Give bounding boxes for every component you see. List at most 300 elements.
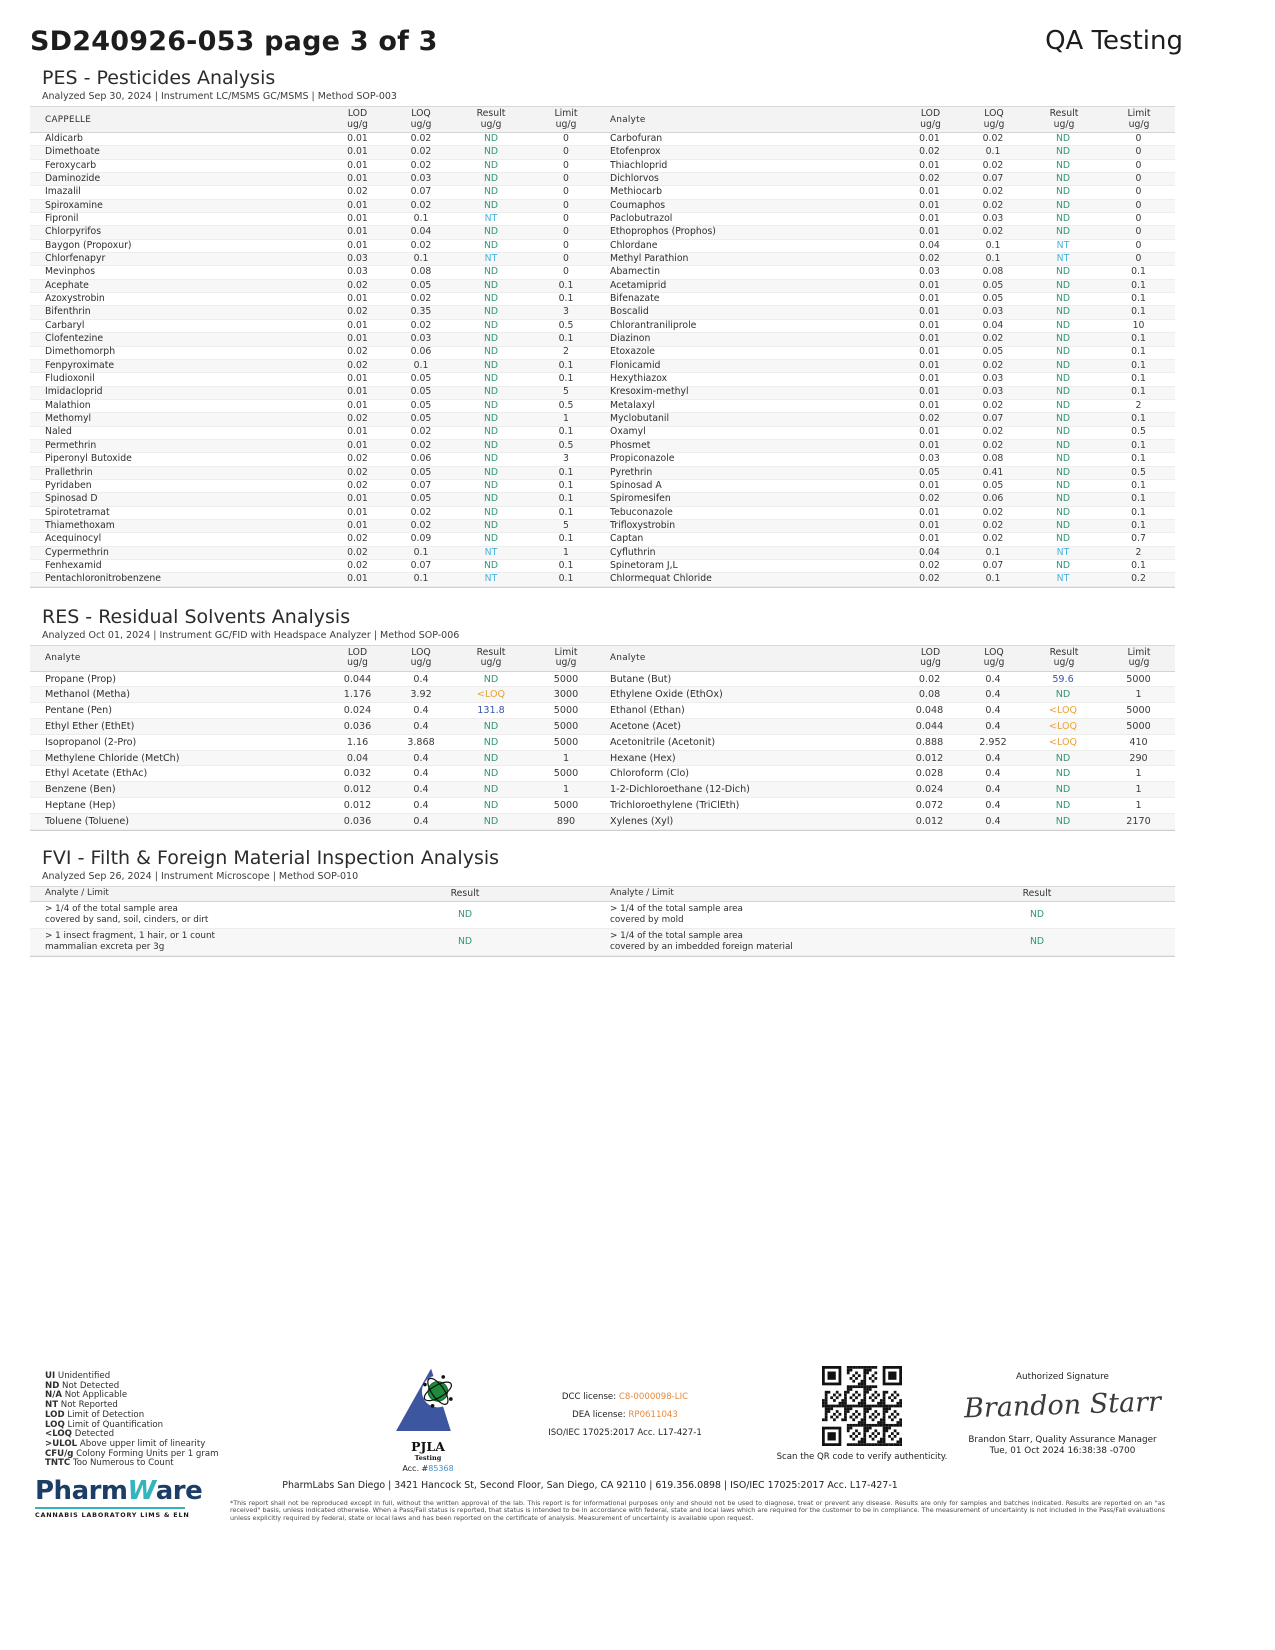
- table-row: [602, 814, 1175, 830]
- col-header-loq: LOQ ug/g: [983, 646, 1005, 669]
- analyte-name: Chlorantraniliprole: [610, 319, 697, 331]
- lod-value: 0.02: [347, 186, 368, 198]
- table-row: [30, 687, 602, 703]
- result-value: ND: [483, 373, 499, 385]
- lod-value: 0.01: [919, 426, 940, 438]
- loq-value: 0.03: [982, 212, 1004, 224]
- table-row: [30, 751, 602, 767]
- lod-value: 0.02: [347, 306, 368, 318]
- limit-value: 0.1: [558, 466, 574, 478]
- pes-meta: Analyzed Sep 30, 2024 | Instrument LC/MSMS GC/MSMS | Method SOP-003: [42, 91, 397, 102]
- lod-value: 0.02: [919, 493, 940, 505]
- table-row: [602, 347, 1175, 360]
- loq-value: 0.02: [982, 439, 1004, 451]
- analyte-name: Fenhexamid: [45, 559, 102, 571]
- result-value: NT: [1056, 573, 1070, 585]
- result-value: ND: [1055, 132, 1071, 144]
- table-row: [30, 400, 602, 413]
- table-row: [30, 507, 602, 520]
- signature-handwriting: Brandon Starr: [963, 1386, 1162, 1425]
- limit-value: 0.1: [558, 426, 574, 438]
- table-row: [602, 253, 1175, 266]
- lod-value: 0.036: [343, 720, 372, 732]
- limit-value: 0.1: [558, 373, 574, 385]
- lod-value: 0.012: [915, 752, 944, 764]
- limit-value: 0.1: [1131, 386, 1146, 398]
- table-row: [602, 520, 1175, 533]
- col-header-analyte: Analyte: [610, 653, 646, 664]
- loq-value: 0.06: [982, 493, 1004, 505]
- table-row: [30, 173, 602, 186]
- result-value: ND: [483, 736, 499, 748]
- table-row: [30, 766, 602, 782]
- table-row: [602, 240, 1175, 253]
- legend-item: NT Not Reported: [45, 1400, 118, 1411]
- limit-value: 0.1: [1131, 453, 1146, 465]
- result-value: 59.6: [1052, 673, 1074, 685]
- limit-value: 0: [563, 226, 569, 238]
- limit-value: 1: [563, 546, 569, 558]
- col-header-loq: LOQ ug/g: [410, 108, 432, 130]
- table-row: [30, 253, 602, 266]
- fvi-title: FVI - Filth & Foreign Material Inspection Analysis: [42, 846, 500, 869]
- analyte-name: Aldicarb: [45, 132, 83, 144]
- lod-value: 0.01: [347, 239, 368, 251]
- lod-value: 0.01: [919, 506, 940, 518]
- lod-value: 0.01: [919, 373, 940, 385]
- analyte-name: Pentachloronitrobenzene: [45, 573, 161, 585]
- limit-value: 0.2: [1131, 573, 1146, 585]
- table-row: [30, 333, 602, 346]
- loq-value: 0.06: [410, 453, 432, 465]
- result-value: ND: [1055, 346, 1071, 358]
- loq-value: 0.05: [410, 399, 432, 411]
- loq-value: 0.1: [413, 573, 429, 585]
- limit-description: > 1 insect fragment, 1 hair, or 1 count mammalian excreta per 3g: [45, 931, 215, 952]
- result-value: ND: [1055, 784, 1071, 796]
- result-value: <LOQ: [476, 689, 506, 701]
- col-header-lod: LOD ug/g: [347, 108, 368, 130]
- limit-value: 3000: [553, 689, 579, 701]
- loq-value: 0.4: [413, 752, 429, 764]
- table-row: [30, 467, 602, 480]
- pes-right-column: [602, 133, 1175, 587]
- loq-value: 0.08: [982, 266, 1004, 278]
- lod-value: 0.01: [919, 533, 940, 545]
- result-value: ND: [483, 386, 499, 398]
- lod-value: 0.01: [919, 226, 940, 238]
- limit-value: 5000: [553, 705, 579, 717]
- analyte-name: Propane (Prop): [45, 673, 117, 685]
- result-value: ND: [1055, 172, 1071, 184]
- qr-caption: Scan the QR code to verify authenticity.: [776, 1452, 948, 1462]
- lod-value: 0.024: [343, 705, 372, 717]
- analyte-name: Thiachloprid: [610, 159, 668, 171]
- lod-value: 0.01: [919, 439, 940, 451]
- lod-value: 0.01: [919, 319, 940, 331]
- table-row: [602, 413, 1175, 426]
- analyte-name: Spinosad A: [610, 479, 662, 491]
- analyte-name: Carbofuran: [610, 132, 663, 144]
- table-row: [602, 400, 1175, 413]
- table-row: [30, 413, 602, 426]
- pjla-subtitle: Testing: [414, 1454, 442, 1462]
- limit-value: 0.1: [1131, 346, 1146, 358]
- analyte-name: Spirotetramat: [45, 506, 110, 518]
- analyte-name: Piperonyl Butoxide: [45, 453, 132, 465]
- analyte-name: Xylenes (Xyl): [610, 815, 674, 827]
- col-header-result: Result: [450, 888, 480, 900]
- table-row: [602, 440, 1175, 453]
- loq-value: 0.4: [413, 784, 429, 796]
- pjla-logo-icon: [388, 1364, 468, 1434]
- result-value: ND: [483, 413, 499, 425]
- limit-value: 0: [1135, 226, 1142, 238]
- table-row: [602, 573, 1175, 586]
- loq-value: 0.07: [410, 559, 432, 571]
- limit-value: 3: [563, 453, 569, 465]
- result-value: ND: [1055, 533, 1071, 545]
- result-value: ND: [483, 346, 499, 358]
- limit-value: 1: [562, 752, 570, 764]
- limit-value: 290: [1129, 752, 1148, 764]
- limit-value: 0.1: [558, 279, 574, 291]
- analyte-name: Spiromesifen: [610, 493, 671, 505]
- table-row: [602, 186, 1175, 199]
- dea-license: DEA license: RP0611043: [572, 1410, 678, 1420]
- limit-value: 5000: [553, 799, 579, 811]
- table-row: [30, 160, 602, 173]
- loq-value: 0.04: [982, 319, 1004, 331]
- result-value: ND: [1055, 373, 1071, 385]
- res-title: RES - Residual Solvents Analysis: [42, 605, 351, 628]
- analyte-name: Methiocarb: [610, 186, 663, 198]
- analyte-name: Isopropanol (2-Pro): [45, 736, 137, 748]
- result-value: ND: [1055, 226, 1071, 238]
- loq-value: 0.1: [413, 253, 429, 265]
- lod-value: 0.01: [919, 159, 940, 171]
- table-row: [30, 266, 602, 279]
- limit-value: 5000: [553, 736, 579, 748]
- lod-value: 0.02: [919, 413, 940, 425]
- result-value: ND: [483, 266, 499, 278]
- lod-value: 0.03: [919, 266, 940, 278]
- table-row: [30, 280, 602, 293]
- analyte-name: Carbaryl: [45, 319, 85, 331]
- loq-value: 0.05: [982, 479, 1004, 491]
- analyte-name: Ethylene Oxide (EthOx): [610, 689, 723, 701]
- analyte-name: Dimethomorph: [45, 346, 116, 358]
- limit-value: 1: [1135, 799, 1142, 811]
- analyte-name: Ethoprophos (Prophos): [610, 226, 716, 238]
- result-value: NT: [1056, 546, 1070, 558]
- analyte-name: Fenpyroximate: [45, 359, 115, 371]
- table-row: [602, 373, 1175, 386]
- loq-value: 0.02: [410, 146, 432, 158]
- limit-value: 0.1: [1131, 413, 1146, 425]
- result-value: NT: [1056, 239, 1070, 251]
- lod-value: 0.02: [347, 533, 368, 545]
- lod-value: 0.888: [915, 736, 944, 748]
- loq-value: 0.4: [985, 752, 1001, 764]
- fvi-table: [30, 886, 1175, 957]
- analyte-name: Acetone (Acet): [610, 720, 682, 732]
- analyte-name: Dichlorvos: [610, 172, 659, 184]
- analyte-name: Daminozide: [45, 172, 101, 184]
- pjla-name: PJLA: [411, 1439, 445, 1454]
- result-value: ND: [457, 936, 473, 948]
- result-value: <LOQ: [1048, 736, 1078, 748]
- col-header-result: Result ug/g: [1049, 646, 1079, 669]
- result-value: ND: [483, 799, 499, 811]
- lod-value: 0.03: [347, 266, 368, 278]
- result-value: ND: [1055, 752, 1071, 764]
- analyte-name: Chlorpyrifos: [45, 226, 102, 238]
- limit-value: 5000: [1126, 720, 1151, 732]
- limit-value: 0.1: [1131, 373, 1146, 385]
- lod-value: 0.01: [919, 479, 940, 491]
- lod-value: 0.01: [919, 346, 940, 358]
- lod-value: 0.024: [915, 784, 944, 796]
- result-value: NT: [484, 573, 498, 585]
- result-value: ND: [483, 815, 499, 827]
- result-value: ND: [483, 199, 499, 211]
- lod-value: 0.01: [919, 519, 940, 531]
- limit-value: 0.1: [1131, 293, 1146, 305]
- legend-item: CFU/g Colony Forming Units per 1 gram: [45, 1448, 219, 1459]
- table-row: [602, 493, 1175, 506]
- authorized-signature-block: [950, 1372, 1175, 1456]
- analyte-name: Etofenprox: [610, 146, 661, 158]
- lod-value: 0.01: [919, 399, 940, 411]
- limit-value: 0: [563, 266, 569, 278]
- loq-value: 0.08: [982, 453, 1004, 465]
- loq-value: 0.4: [413, 673, 429, 685]
- analyte-name: Cyfluthrin: [610, 546, 656, 558]
- lod-value: 0.01: [347, 506, 368, 518]
- limit-value: 0.7: [1131, 533, 1146, 545]
- lod-value: 0.02: [347, 279, 368, 291]
- fvi-meta: Analyzed Sep 26, 2024 | Instrument Microscope | Method SOP-010: [42, 870, 359, 882]
- limit-value: 10: [1132, 319, 1145, 331]
- result-value: ND: [1055, 266, 1071, 278]
- limit-value: 3: [563, 306, 569, 318]
- col-header-analyte-limit: Analyte / Limit: [610, 888, 674, 899]
- table-row: [602, 719, 1175, 735]
- col-header-result: Result ug/g: [476, 108, 506, 130]
- analyte-name: Benzene (Ben): [45, 784, 116, 796]
- result-value: ND: [483, 359, 499, 371]
- table-row: [602, 213, 1175, 226]
- result-value: ND: [1055, 519, 1071, 531]
- analyte-name: Tebuconazole: [610, 506, 673, 518]
- lod-value: 1.16: [346, 736, 369, 748]
- analyte-name: Methylene Chloride (MetCh): [45, 752, 180, 764]
- limit-value: 2170: [1126, 815, 1151, 827]
- result-value: NT: [484, 546, 498, 558]
- analyte-name: Coumaphos: [610, 199, 666, 211]
- lod-value: 0.01: [347, 519, 368, 531]
- qr-code: [822, 1366, 902, 1446]
- loq-value: 0.05: [410, 386, 432, 398]
- pharmware-logo-block: [35, 1476, 215, 1519]
- loq-value: 0.05: [982, 293, 1004, 305]
- pharmware-logo-rule: [35, 1507, 185, 1509]
- legend-item: LOQ Limit of Quantification: [45, 1419, 164, 1430]
- result-value: ND: [483, 172, 499, 184]
- pes-table-header: [30, 106, 1175, 133]
- analyte-name: Boscalid: [610, 306, 649, 318]
- result-value: ND: [1055, 293, 1071, 305]
- result-value: ND: [483, 399, 499, 411]
- table-row: [602, 547, 1175, 560]
- fvi-table-header: [30, 886, 1175, 902]
- page-header: [0, 0, 1275, 57]
- report-disclaimer: *This report shall not be reproduced except in full, without the written approval of the lab. This report is for informational purposes only and should not be used to diagnose, treat or prevent any disease. Results are only for samples and batches indicated. Results are reported on an "as received" basis, unless indicated otherwise. When a Pass/Fail status is reported, that status is intended to be in accordance with federal, state and local laws which are required for the customer to be in compliance. The measurement of uncertainty is not included in the Pass/Fail evaluations unless explicitly required by federal, state or local laws and has been reported on the certificate of analysis. Measurement of uncertainty is available upon request.: [230, 1499, 1165, 1522]
- loq-value: 0.02: [982, 519, 1004, 531]
- lod-value: 0.04: [919, 239, 940, 251]
- lab-address-line: PharmLabs San Diego | 3421 Hancock St, Second Floor, San Diego, CA 92110 | 619.356.0898 | ISO/IEC 17025:2017 Acc. L17-427-1: [282, 1480, 898, 1491]
- result-value: ND: [483, 752, 499, 764]
- loq-value: 0.1: [413, 546, 429, 558]
- loq-value: 0.4: [985, 768, 1001, 780]
- result-value: ND: [483, 479, 499, 491]
- report-title: SD240926-053 page 3 of 3: [30, 26, 438, 57]
- loq-value: 0.4: [413, 768, 429, 780]
- limit-value: 0: [1135, 172, 1142, 184]
- loq-value: 0.4: [413, 720, 429, 732]
- table-row: [30, 133, 602, 146]
- table-row: [30, 440, 602, 453]
- table-row: [30, 320, 602, 333]
- lod-value: 0.048: [915, 705, 944, 717]
- result-value: NT: [484, 212, 498, 224]
- loq-value: 0.4: [985, 689, 1001, 701]
- loq-value: 0.02: [410, 132, 432, 144]
- analyte-name: Ethyl Acetate (EthAc): [45, 768, 148, 780]
- table-row: [30, 735, 602, 751]
- result-value: ND: [483, 768, 499, 780]
- lod-value: 0.01: [347, 226, 368, 238]
- analyte-name: Fludioxonil: [45, 373, 95, 385]
- lod-value: 0.072: [915, 799, 944, 811]
- iso-accreditation: ISO/IEC 17025:2017 Acc. L17-427-1: [548, 1428, 702, 1438]
- lod-value: 0.03: [919, 453, 940, 465]
- lod-value: 0.028: [915, 768, 944, 780]
- loq-value: 0.05: [410, 373, 432, 385]
- table-row: [602, 320, 1175, 333]
- result-value: ND: [483, 226, 499, 238]
- limit-value: 0.1: [558, 533, 574, 545]
- result-value: ND: [1055, 212, 1071, 224]
- lod-value: 0.012: [343, 784, 372, 796]
- abbreviation-legend: [45, 1372, 219, 1469]
- result-value: ND: [457, 909, 473, 921]
- limit-value: 410: [1129, 736, 1148, 748]
- limit-description: > 1/4 of the total sample area covered by sand, soil, cinders, or dirt: [45, 904, 209, 925]
- loq-value: 0.04: [410, 226, 432, 238]
- lod-value: 0.01: [919, 293, 940, 305]
- lod-value: 0.02: [919, 172, 940, 184]
- table-row: [30, 240, 602, 253]
- legend-item: LOD Limit of Detection: [45, 1409, 145, 1420]
- result-value: ND: [483, 426, 499, 438]
- lod-value: 0.01: [347, 399, 368, 411]
- res-meta: Analyzed Oct 01, 2024 | Instrument GC/FID with Headspace Analyzer | Method SOP-006: [42, 629, 460, 641]
- result-value: ND: [1055, 559, 1071, 571]
- result-value: 131.8: [477, 705, 505, 717]
- loq-value: 0.02: [410, 506, 432, 518]
- limit-value: 5000: [553, 768, 579, 780]
- result-value: ND: [1055, 768, 1071, 780]
- table-row: [602, 560, 1175, 573]
- result-value: ND: [1055, 306, 1071, 318]
- loq-value: 0.03: [410, 333, 432, 345]
- table-row: [602, 782, 1175, 798]
- lod-value: 0.08: [918, 689, 941, 701]
- analyte-name: Kresoxim-methyl: [610, 386, 689, 398]
- loq-value: 0.1: [985, 253, 1001, 265]
- legend-item: >ULOL Above upper limit of linearity: [45, 1438, 206, 1449]
- limit-value: 890: [556, 815, 576, 827]
- limit-value: 0.1: [1131, 359, 1146, 371]
- table-row: [30, 480, 602, 493]
- res-left-column: [30, 672, 602, 830]
- col-header-result: Result ug/g: [476, 646, 506, 669]
- loq-value: 0.02: [410, 519, 432, 531]
- table-row: [602, 507, 1175, 520]
- pharmware-tagline: CANNABIS LABORATORY LIMS & ELN: [35, 1511, 190, 1519]
- limit-value: 0.1: [1131, 559, 1146, 571]
- loq-value: 0.05: [982, 279, 1004, 291]
- signature-date: Tue, 01 Oct 2024 16:38:38 -0700: [989, 1446, 1136, 1456]
- analyte-name: Abamectin: [610, 266, 660, 278]
- res-right-column: [602, 672, 1175, 830]
- result-value: ND: [483, 239, 499, 251]
- result-value: ND: [1055, 186, 1071, 198]
- res-section: [0, 606, 1275, 831]
- table-row: [30, 146, 602, 159]
- result-value: ND: [1055, 413, 1071, 425]
- result-value: ND: [483, 533, 499, 545]
- result-value: <LOQ: [1048, 720, 1078, 732]
- table-row: [602, 266, 1175, 279]
- loq-value: 0.4: [985, 784, 1001, 796]
- table-row: [602, 427, 1175, 440]
- lod-value: 0.04: [919, 546, 940, 558]
- loq-value: 0.02: [982, 159, 1004, 171]
- result-value: ND: [1055, 479, 1071, 491]
- table-row: [30, 360, 602, 373]
- lod-value: 0.01: [347, 146, 368, 158]
- analyte-name: Imazalil: [45, 186, 81, 198]
- pharmware-logo: PharmWare: [35, 1476, 203, 1506]
- limit-value: 0.1: [1131, 306, 1146, 318]
- loq-value: 0.02: [982, 426, 1004, 438]
- analyte-name: Hexythiazox: [610, 373, 668, 385]
- result-value: <LOQ: [1048, 705, 1078, 717]
- lod-value: 0.02: [347, 559, 368, 571]
- analyte-name: Metalaxyl: [610, 399, 655, 411]
- lod-value: 0.02: [347, 346, 368, 358]
- analyte-name: Paclobutrazol: [610, 212, 673, 224]
- loq-value: 0.4: [413, 705, 429, 717]
- col-header-lod: LOD ug/g: [347, 646, 368, 669]
- limit-value: 5000: [1126, 673, 1151, 685]
- limit-value: 1: [562, 784, 570, 796]
- table-row: [30, 186, 602, 199]
- table-row: [602, 735, 1175, 751]
